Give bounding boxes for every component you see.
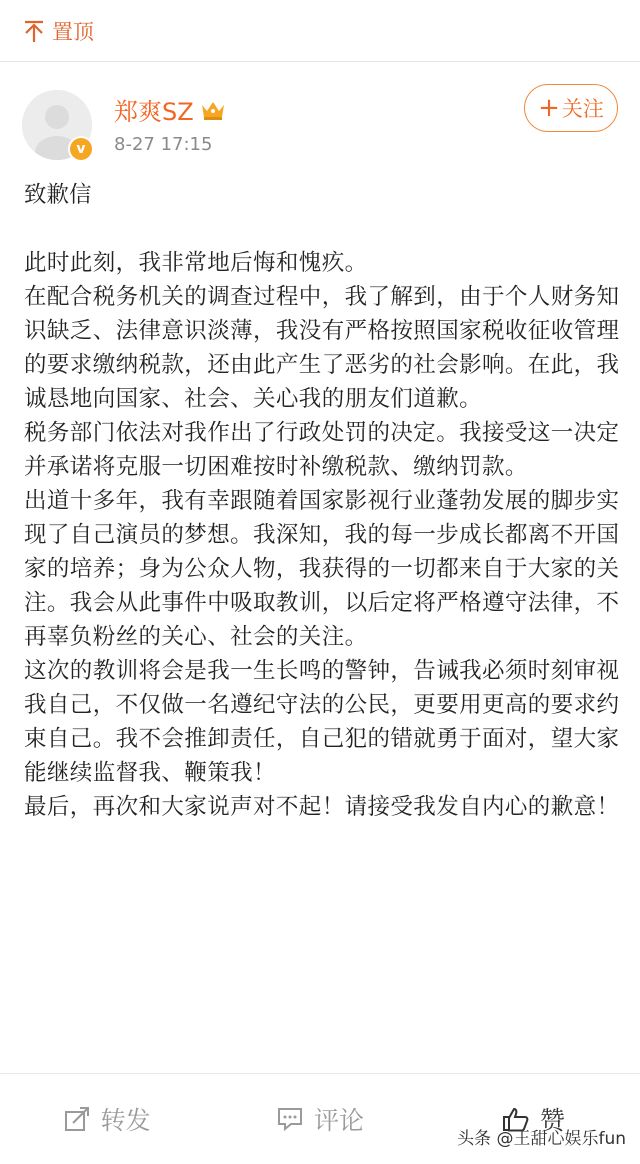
post-paragraph: 在配合税务机关的调查过程中，我了解到，由于个人财务知识缺乏、法律意识淡薄，我没有严格按照国家税收征收管理的要求缴纳税款，还由此产生了恶劣的社会影响。在此，我诚恳地向国家、社会、关心我的朋友们道歉。 xyxy=(24,284,620,412)
follow-label: 关注 xyxy=(561,97,604,121)
like-label: 赞 xyxy=(539,1106,565,1135)
post-body xyxy=(24,178,620,824)
post-timestamp: 8-27 17:15 xyxy=(114,134,213,155)
post-paragraph: 此时此刻，我非常地后悔和愧疚。 xyxy=(24,250,368,276)
verified-badge-icon: v xyxy=(68,136,94,162)
comment-button[interactable] xyxy=(213,1074,426,1164)
post-paragraph: 这次的教训将会是我一生长鸣的警钟，告诫我必须时刻审视我自己，不仅做一名遵纪守法的公民，更要用更高的要求约束自己。我不会推卸责任，自己犯的错就勇于面对，望大家能继续监督我、鞭策我！ xyxy=(24,658,620,786)
repost-label: 转发 xyxy=(100,1106,151,1135)
post-paragraph: 最后，再次和大家说声对不起！请接受我发自内心的歉意！ xyxy=(24,794,620,820)
plus-icon: + xyxy=(538,93,560,123)
crown-icon xyxy=(200,99,226,121)
post-title: 致歉信 xyxy=(24,182,92,208)
post-paragraph: 出道十多年，我有幸跟随着国家影视行业蓬勃发展的脚步实现了自己演员的梦想。我深知，我的每一步成长都离不开国家的培养；身为公众人物，我获得的一切都来自于大家的关注。我会从此事件中吸取教训，以后定将严格遵守法律，不再辜负粉丝的关心、社会的关注。 xyxy=(24,488,620,650)
follow-button[interactable] xyxy=(524,84,618,132)
action-bar xyxy=(0,1073,640,1164)
username-row[interactable] xyxy=(114,92,226,127)
watermark: 头条 @王甜心娱乐fun xyxy=(457,1129,626,1149)
repost-button[interactable] xyxy=(0,1074,213,1164)
post-paragraph: 税务部门依法对我作出了行政处罚的决定。我接受这一决定并承诺将克服一切困难按时补缴税款、缴纳罚款。 xyxy=(24,420,620,480)
comment-label: 评论 xyxy=(313,1106,364,1135)
topbar xyxy=(0,0,640,62)
share-icon xyxy=(63,1105,91,1133)
like-button[interactable] xyxy=(427,1074,640,1164)
pin-label: 置顶 xyxy=(52,19,94,44)
comment-icon xyxy=(276,1105,304,1133)
pin-top-icon xyxy=(22,19,46,43)
post-header xyxy=(0,62,640,172)
username[interactable]: 郑爽SZ xyxy=(114,98,194,126)
